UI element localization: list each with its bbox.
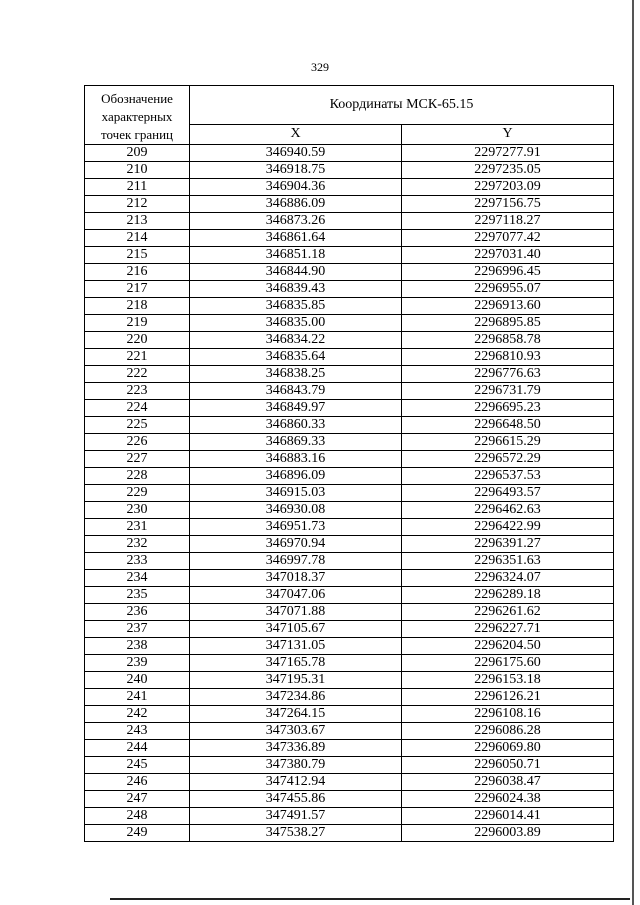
y-coordinate-cell: 2297203.09 (402, 179, 614, 196)
table-row (85, 298, 614, 315)
y-coordinate-cell: 2296731.79 (402, 383, 614, 400)
y-coordinate-cell: 2297277.91 (402, 145, 614, 162)
point-cell: 214 (85, 230, 190, 247)
y-coordinate-cell: 2296810.93 (402, 349, 614, 366)
y-coordinate-cell: 2296572.29 (402, 451, 614, 468)
x-coordinate-cell: 346835.00 (190, 315, 402, 332)
y-coordinate-cell: 2296391.27 (402, 536, 614, 553)
point-cell: 238 (85, 638, 190, 655)
table-row (85, 383, 614, 400)
x-coordinate-cell: 347336.89 (190, 740, 402, 757)
y-coordinate-cell: 2297235.05 (402, 162, 614, 179)
y-coordinate-cell: 2297118.27 (402, 213, 614, 230)
table-row (85, 434, 614, 451)
table-row (85, 179, 614, 196)
y-coordinate-cell: 2296289.18 (402, 587, 614, 604)
x-coordinate-cell: 346970.94 (190, 536, 402, 553)
x-coordinate-cell: 346835.64 (190, 349, 402, 366)
table-body (85, 145, 614, 842)
point-cell: 213 (85, 213, 190, 230)
table-row (85, 553, 614, 570)
x-coordinate-cell: 347264.15 (190, 706, 402, 723)
y-coordinate-cell: 2296086.28 (402, 723, 614, 740)
y-coordinate-cell: 2296615.29 (402, 434, 614, 451)
x-coordinate-cell: 346915.03 (190, 485, 402, 502)
x-coordinate-cell: 346940.59 (190, 145, 402, 162)
y-coordinate-cell: 2296955.07 (402, 281, 614, 298)
x-coordinate-cell: 347303.67 (190, 723, 402, 740)
point-cell: 215 (85, 247, 190, 264)
point-cell: 248 (85, 808, 190, 825)
table-row (85, 400, 614, 417)
point-cell: 224 (85, 400, 190, 417)
table-row (85, 638, 614, 655)
x-coordinate-cell: 346849.97 (190, 400, 402, 417)
y-coordinate-cell: 2296261.62 (402, 604, 614, 621)
x-coordinate-cell: 347455.86 (190, 791, 402, 808)
table-row (85, 315, 614, 332)
y-coordinate-cell: 2296204.50 (402, 638, 614, 655)
x-coordinate-cell: 346860.33 (190, 417, 402, 434)
point-cell: 221 (85, 349, 190, 366)
x-coordinate-cell: 347131.05 (190, 638, 402, 655)
y-coordinate-cell: 2296227.71 (402, 621, 614, 638)
point-cell: 230 (85, 502, 190, 519)
table-row (85, 349, 614, 366)
point-cell: 249 (85, 825, 190, 842)
table-row (85, 247, 614, 264)
y-coordinate-cell: 2297031.40 (402, 247, 614, 264)
y-coordinate-cell: 2296069.80 (402, 740, 614, 757)
table-row (85, 791, 614, 808)
point-cell: 210 (85, 162, 190, 179)
y-coordinate-cell: 2296175.60 (402, 655, 614, 672)
point-cell: 243 (85, 723, 190, 740)
x-coordinate-cell: 346861.64 (190, 230, 402, 247)
x-coordinate-cell: 346835.85 (190, 298, 402, 315)
point-cell: 235 (85, 587, 190, 604)
table-row (85, 655, 614, 672)
table-row (85, 587, 614, 604)
point-cell: 231 (85, 519, 190, 536)
point-cell: 234 (85, 570, 190, 587)
x-coordinate-cell: 347412.94 (190, 774, 402, 791)
coordinates-table (84, 85, 614, 842)
point-cell: 218 (85, 298, 190, 315)
x-coordinate-cell: 346896.09 (190, 468, 402, 485)
x-coordinate-cell: 346839.43 (190, 281, 402, 298)
y-coordinate-cell: 2296351.63 (402, 553, 614, 570)
y-coordinate-cell: 2296126.21 (402, 689, 614, 706)
y-coordinate-cell: 2297156.75 (402, 196, 614, 213)
point-cell: 236 (85, 604, 190, 621)
table-row (85, 485, 614, 502)
point-cell: 225 (85, 417, 190, 434)
x-coordinate-cell: 346997.78 (190, 553, 402, 570)
table-row (85, 825, 614, 842)
y-coordinate-cell: 2296776.63 (402, 366, 614, 383)
x-coordinate-cell: 347491.57 (190, 808, 402, 825)
x-coordinate-cell: 346930.08 (190, 502, 402, 519)
header-row-top (85, 86, 614, 125)
table-row (85, 264, 614, 281)
point-cell: 220 (85, 332, 190, 349)
x-column-header: X (190, 124, 402, 144)
y-coordinate-cell: 2296153.18 (402, 672, 614, 689)
x-coordinate-cell: 346883.16 (190, 451, 402, 468)
y-coordinate-cell: 2296038.47 (402, 774, 614, 791)
table-row (85, 417, 614, 434)
x-coordinate-cell: 346838.25 (190, 366, 402, 383)
y-coordinate-cell: 2296913.60 (402, 298, 614, 315)
y-coordinate-cell: 2296003.89 (402, 825, 614, 842)
point-cell: 209 (85, 145, 190, 162)
y-coordinate-cell: 2296895.85 (402, 315, 614, 332)
point-cell: 245 (85, 757, 190, 774)
x-coordinate-cell: 346918.75 (190, 162, 402, 179)
page-number: 329 (311, 60, 329, 74)
point-cell: 244 (85, 740, 190, 757)
y-coordinate-cell: 2297077.42 (402, 230, 614, 247)
scan-edge-right (632, 0, 634, 905)
table-row (85, 519, 614, 536)
y-coordinate-cell: 2296462.63 (402, 502, 614, 519)
point-cell: 241 (85, 689, 190, 706)
point-cell: 233 (85, 553, 190, 570)
table-row (85, 536, 614, 553)
point-cell: 212 (85, 196, 190, 213)
y-column-header: Y (402, 124, 614, 144)
table-row (85, 604, 614, 621)
y-coordinate-cell: 2296024.38 (402, 791, 614, 808)
table-row (85, 451, 614, 468)
y-coordinate-cell: 2296858.78 (402, 332, 614, 349)
table-row (85, 162, 614, 179)
point-cell: 226 (85, 434, 190, 451)
x-coordinate-cell: 346873.26 (190, 213, 402, 230)
x-coordinate-cell: 347195.31 (190, 672, 402, 689)
table-row (85, 740, 614, 757)
y-coordinate-cell: 2296050.71 (402, 757, 614, 774)
table-row (85, 672, 614, 689)
table-row (85, 706, 614, 723)
y-coordinate-cell: 2296695.23 (402, 400, 614, 417)
table-row (85, 145, 614, 162)
y-coordinate-cell: 2296493.57 (402, 485, 614, 502)
point-cell: 222 (85, 366, 190, 383)
x-coordinate-cell: 346886.09 (190, 196, 402, 213)
table-row (85, 621, 614, 638)
x-coordinate-cell: 346851.18 (190, 247, 402, 264)
table-row (85, 281, 614, 298)
point-cell: 237 (85, 621, 190, 638)
x-coordinate-cell: 346843.79 (190, 383, 402, 400)
point-cell: 219 (85, 315, 190, 332)
point-cell: 217 (85, 281, 190, 298)
x-coordinate-cell: 347380.79 (190, 757, 402, 774)
table-row (85, 332, 614, 349)
table-row (85, 196, 614, 213)
table-row (85, 723, 614, 740)
point-designation-header: Обозначение характерных точек границ (85, 86, 190, 145)
y-coordinate-cell: 2296014.41 (402, 808, 614, 825)
point-cell: 216 (85, 264, 190, 281)
y-coordinate-cell: 2296996.45 (402, 264, 614, 281)
coordinate-system-header: Координаты МСК-65.15 (190, 86, 614, 125)
point-cell: 229 (85, 485, 190, 502)
point-cell: 239 (85, 655, 190, 672)
table-row (85, 230, 614, 247)
table-row (85, 774, 614, 791)
y-coordinate-cell: 2296648.50 (402, 417, 614, 434)
x-coordinate-cell: 347105.67 (190, 621, 402, 638)
point-cell: 247 (85, 791, 190, 808)
y-coordinate-cell: 2296422.99 (402, 519, 614, 536)
x-coordinate-cell: 346951.73 (190, 519, 402, 536)
point-cell: 211 (85, 179, 190, 196)
table-row (85, 689, 614, 706)
y-coordinate-cell: 2296537.53 (402, 468, 614, 485)
point-cell: 227 (85, 451, 190, 468)
point-cell: 242 (85, 706, 190, 723)
x-coordinate-cell: 346869.33 (190, 434, 402, 451)
x-coordinate-cell: 346834.22 (190, 332, 402, 349)
x-coordinate-cell: 347234.86 (190, 689, 402, 706)
point-cell: 246 (85, 774, 190, 791)
point-cell: 228 (85, 468, 190, 485)
point-cell: 223 (85, 383, 190, 400)
x-coordinate-cell: 346904.36 (190, 179, 402, 196)
point-cell: 232 (85, 536, 190, 553)
x-coordinate-cell: 347538.27 (190, 825, 402, 842)
x-coordinate-cell: 347165.78 (190, 655, 402, 672)
y-coordinate-cell: 2296324.07 (402, 570, 614, 587)
x-coordinate-cell: 347071.88 (190, 604, 402, 621)
table-row (85, 808, 614, 825)
x-coordinate-cell: 347047.06 (190, 587, 402, 604)
table-row (85, 570, 614, 587)
point-cell: 240 (85, 672, 190, 689)
scan-edge-bottom (110, 898, 630, 900)
table-row (85, 468, 614, 485)
table-row (85, 757, 614, 774)
table-row (85, 502, 614, 519)
x-coordinate-cell: 346844.90 (190, 264, 402, 281)
x-coordinate-cell: 347018.37 (190, 570, 402, 587)
table-header (85, 86, 614, 145)
table-row (85, 366, 614, 383)
y-coordinate-cell: 2296108.16 (402, 706, 614, 723)
table-row (85, 213, 614, 230)
